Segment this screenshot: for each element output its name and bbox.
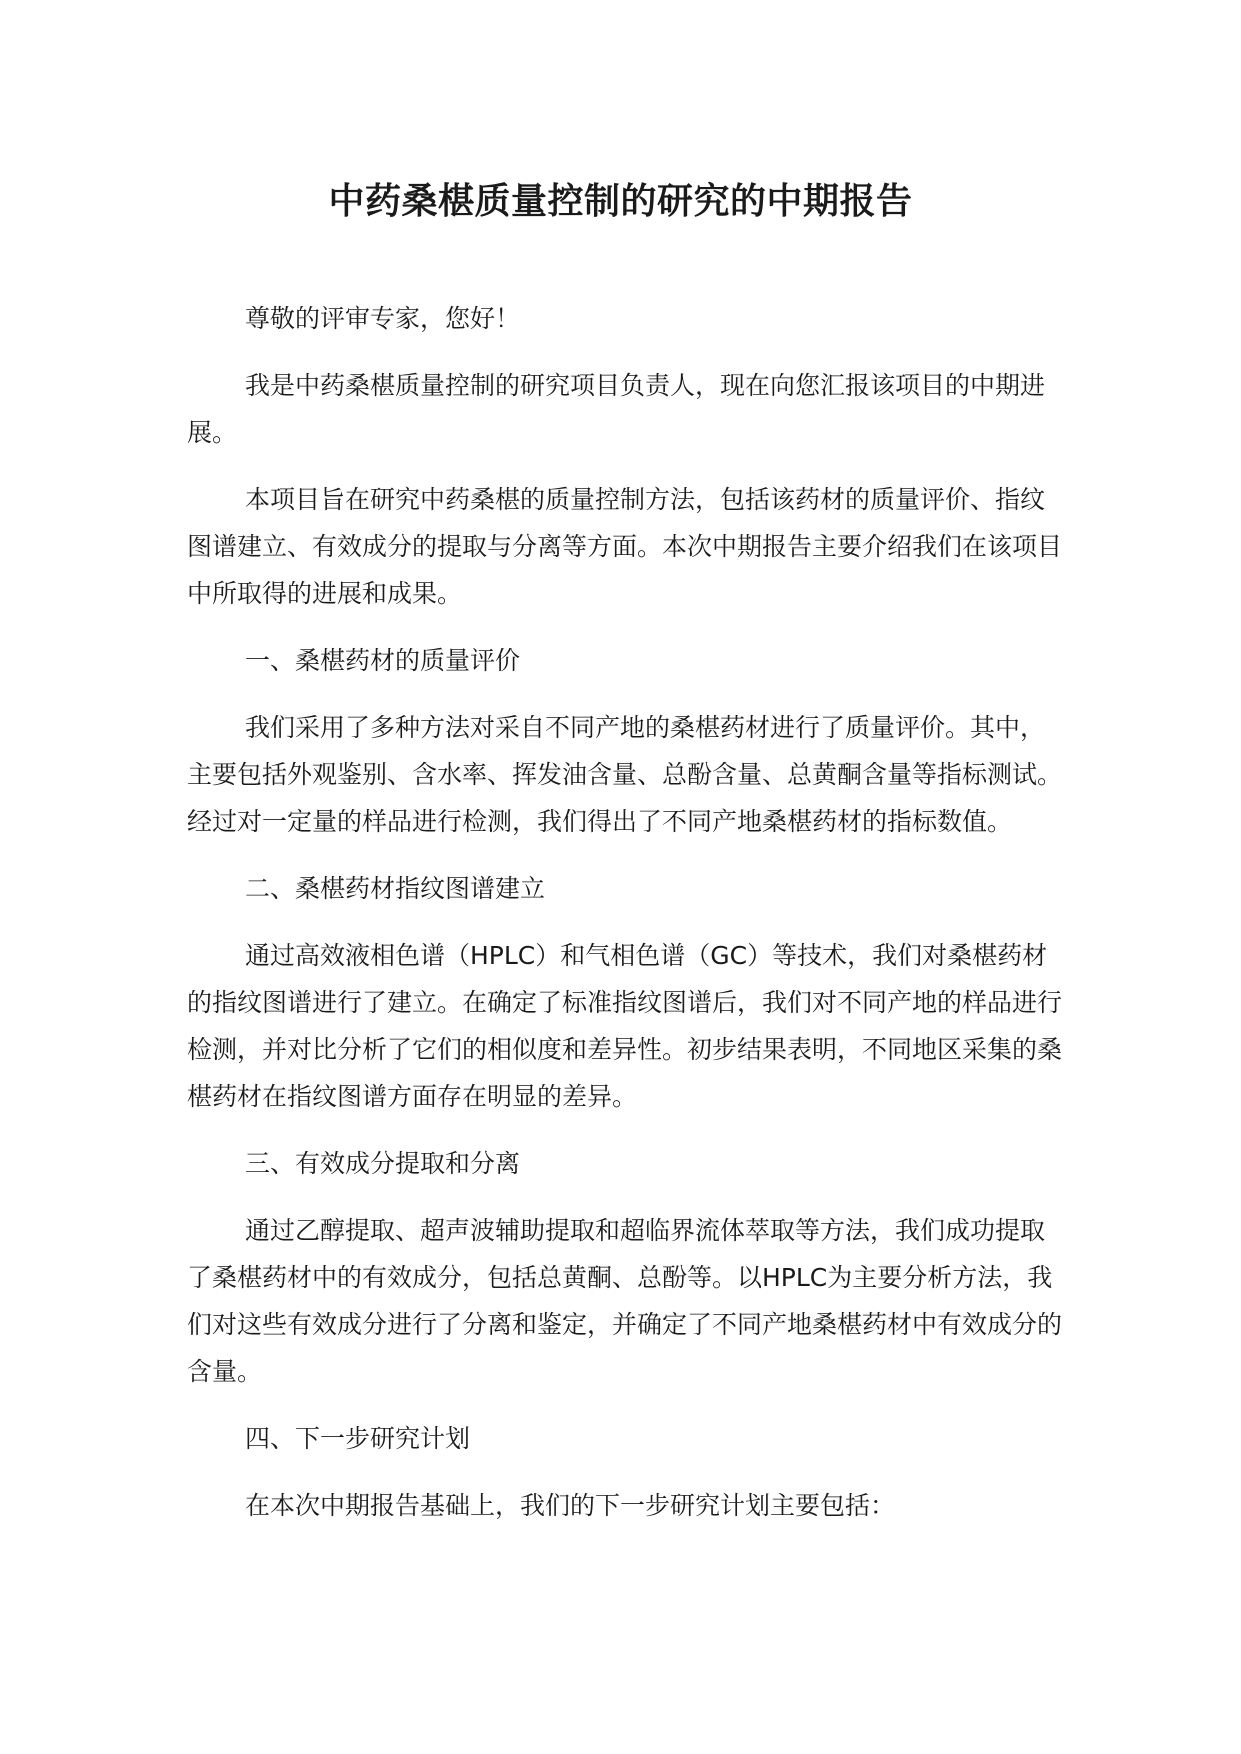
section-heading-quality-evaluation: 一、桑椹药材的质量评价 <box>245 646 521 675</box>
greeting-paragraph: 尊敬的评审专家，您好！ <box>245 304 521 333</box>
intro-paragraph: 我是中药桑椹质量控制的研究项目负责人，现在向您汇报该项目的中期进展。 <box>187 371 1046 447</box>
section-text-quality-evaluation: 我们采用了多种方法对采自不同产地的桑椹药材进行了质量评价。其中，主要包括外观鉴别、含水率、挥发油含量、总酚含量、总黄酮含量等指标测试。经过对一定量的样品进行检测，我们得出了不同产地桑椹药材的指标数值。 <box>187 713 1063 836</box>
section-text-next-plan: 在本次中期报告基础上，我们的下一步研究计划主要包括： <box>245 1491 896 1520</box>
section-heading-extraction: 三、有效成分提取和分离 <box>245 1149 521 1178</box>
section-text-extraction: 通过乙醇提取、超声波辅助提取和超临界流体萃取等方法，我们成功提取了桑椹药材中的有效成分，包括总黄酮、总酚等。以HPLC为主要分析方法，我们对这些有效成分进行了分离和鉴定，并确定了不同产地桑椹药材中有效成分的含量。 <box>187 1216 1063 1386</box>
overview-paragraph: 本项目旨在研究中药桑椹的质量控制方法，包括该药材的质量评价、指纹图谱建立、有效成分的提取与分离等方面。本次中期报告主要介绍我们在该项目中所取得的进展和成果。 <box>187 485 1063 608</box>
document-body <box>187 295 1067 1549</box>
section-heading-fingerprint: 二、桑椹药材指纹图谱建立 <box>245 874 546 903</box>
section-text-fingerprint: 通过高效液相色谱（HPLC）和气相色谱（GC）等技术，我们对桑椹药材的指纹图谱进行了建立。在确定了标准指纹图谱后，我们对不同产地的样品进行检测，并对比分析了它们的相似度和差异性。初步结果表明，不同地区采集的桑椹药材在指纹图谱方面存在明显的差异。 <box>187 941 1063 1111</box>
document-title: 中药桑椹质量控制的研究的中期报告 <box>328 181 913 222</box>
section-heading-next-plan: 四、下一步研究计划 <box>245 1424 471 1453</box>
